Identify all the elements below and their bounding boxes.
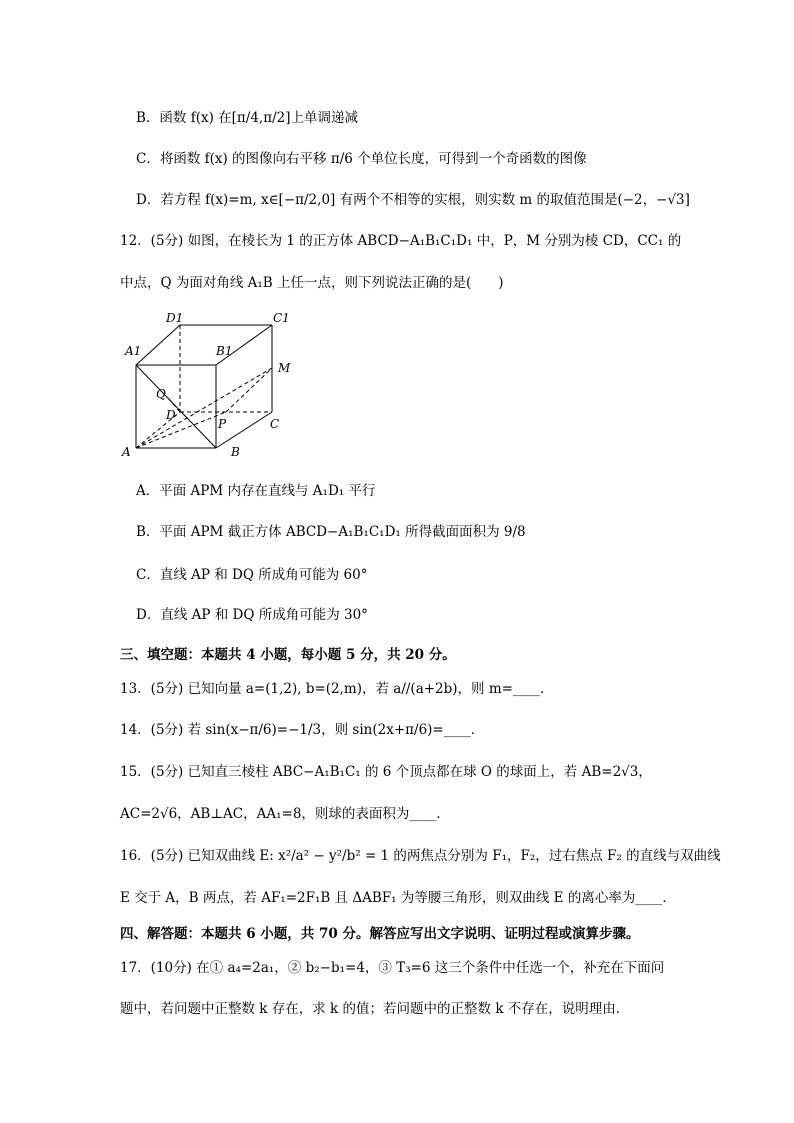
q12-option-c: C．直线 AP 和 DQ 所成角可能为 60° — [136, 567, 368, 583]
q16-line1: 16．(5分) 已知双曲线 E: x²/a² − y²/b² = 1 的两焦点分别为 F₁，F₂，过右焦点 F₂ 的直线与双曲线 — [120, 848, 721, 864]
q12-stem-line1: 12．(5分) 如图，在棱长为 1 的正方体 ABCD−A₁B₁C₁D₁ 中，P，M 分别为棱 CD，CC₁ 的 — [120, 233, 682, 249]
q12-option-d: D．直线 AP 和 DQ 所成角可能为 30° — [136, 607, 368, 623]
label-d: D — [166, 408, 176, 422]
q15-line2: AC=2√6，AB⊥AC，AA₁=8，则球的表面积为____． — [120, 806, 450, 822]
label-q: Q — [156, 387, 166, 401]
q17-line1: 17．(10分) 在① a₄=2a₁，② b₂−b₁=4，③ T₃=6 这三个条件中任选一个，补充在下面问 — [120, 960, 665, 976]
q16-line2: E 交于 A，B 两点，若 AF₁=2F₁B 且 ΔABF₁ 为等腰三角形，则双曲线 E 的离心率为____． — [120, 890, 676, 906]
label-d1: D1 — [166, 311, 184, 325]
q15-line1: 15．(5分) 已知直三棱柱 ABC−A₁B₁C₁ 的 6 个顶点都在球 O 的球面上，若 AB=2√3， — [120, 764, 652, 780]
cube-figure — [120, 308, 300, 463]
label-m: M — [278, 361, 291, 375]
q11-option-d: D．若方程 f(x)=m, x∈[−π/2,0] 有两个不相等的实根，则实数 m 的取值范围是(−2，−√3] — [136, 192, 690, 208]
q11-option-b: B．函数 f(x) 在[π/4,π/2]上单调递减 — [136, 110, 358, 126]
section-4-heading: 四、解答题：本题共 6 小题，共 70 分。解答应写出文字说明、证明过程或演算步骤。 — [120, 926, 640, 942]
q17-line2: 题中，若问题中正整数 k 存在，求 k 的值；若问题中的正整数 k 不存在，说明理由． — [120, 1001, 630, 1017]
label-p: P — [218, 417, 227, 431]
q12-option-a: A．平面 APM 内存在直线与 A₁D₁ 平行 — [136, 483, 376, 499]
q14: 14．(5分) 若 sin(x−π/6)=−1/3，则 sin(2x+π/6)=____． — [120, 722, 485, 738]
label-c1: C1 — [273, 311, 290, 325]
section-3-heading: 三、填空题：本题共 4 小题，每小题 5 分，共 20 分。 — [120, 647, 456, 663]
q12-option-b: B．平面 APM 截正方体 ABCD−A₁B₁C₁D₁ 所得截面面积为 9/8 — [136, 524, 526, 540]
label-b: B — [231, 445, 240, 459]
q13: 13．(5分) 已知向量 a=(1,2), b=(2,m)，若 a//(a+2b)，则 m=____． — [120, 681, 554, 697]
label-a1: A1 — [125, 344, 142, 358]
q11-option-c: C．将函数 f(x) 的图像向右平移 π/6 个单位长度，可得到一个奇函数的图像 — [136, 151, 587, 167]
label-a: A — [122, 445, 131, 459]
label-c: C — [270, 417, 280, 431]
label-b1: B1 — [216, 344, 233, 358]
q12-stem-line2: 中点，Q 为面对角线 A₁B 上任一点，则下列说法正确的是( ) — [120, 275, 504, 291]
